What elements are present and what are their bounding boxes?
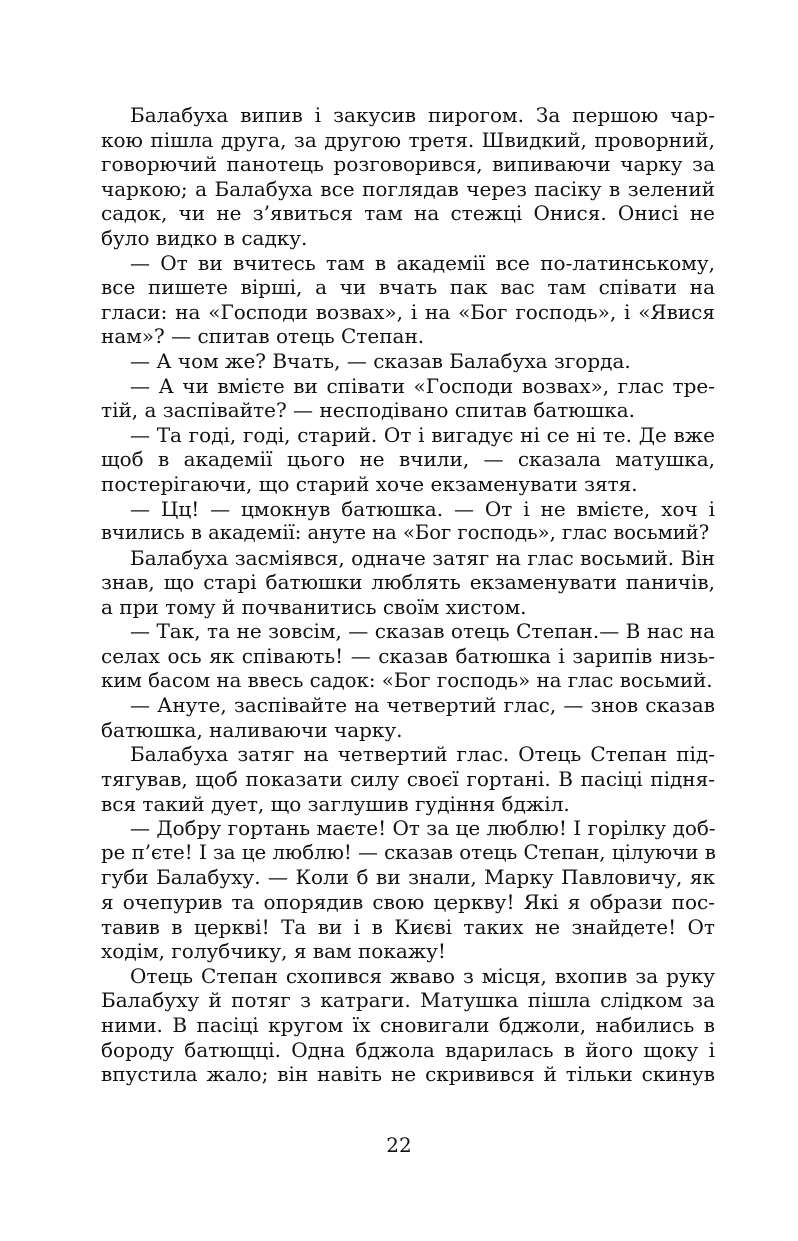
text-line: губи Балабуху. — Коли б ви знали, Марку Павловичу, як <box>101 865 715 890</box>
text-line: Отець Степан схопився жваво з місця, вхопив за руку <box>130 963 715 988</box>
text-line: а при тому й почванитись своїм хистом. <box>101 594 527 619</box>
text-line: садок, чи не з’явиться там на стежці Онися. Онисі не <box>101 201 715 226</box>
text-line: селах ось як співають! — сказав батюшка і зарипів низь- <box>101 644 715 669</box>
text-line: вся такий дует, що заглушив гудіння бджіл. <box>101 791 570 816</box>
text-line: Балабуха затяг на четвертий глас. Отець Степан під- <box>130 742 715 767</box>
text-line: все пишете вірші, а чи вчать пак вас там співати на <box>101 275 715 300</box>
text-line: — Добру гортань маєте! От за це люблю! І горілку доб- <box>130 816 716 841</box>
text-line: — А чи вмієте ви співати «Господи возвах», глас тре- <box>130 373 715 398</box>
text-line: кою пішла друга, за другою третя. Швидкий, проворний, <box>101 127 715 152</box>
text-line: ходім, голубчику, я вам покажу! <box>101 939 446 964</box>
text-line: знав, що старі батюшки люблять екзаменувати паничів, <box>101 570 715 595</box>
text-line: гласи: на «Господи возвах», і на «Бог господь», і «Явися <box>101 299 715 324</box>
page-number: 22 <box>386 1133 412 1157</box>
text-line: — Так, та не зовсім, — сказав отець Степан.— В нас на <box>130 619 715 644</box>
text-line: впустила жало; він навіть не скривився й тільки скинув <box>101 1062 715 1087</box>
text-line: нам»? — спитав отець Степан. <box>101 324 425 349</box>
text-line: бороду батющці. Одна бджола вдарилась в його щоку і <box>101 1037 715 1062</box>
page-text <box>101 103 715 1087</box>
text-line: Балабуха випив і закусив пирогом. За першою чар- <box>130 103 715 127</box>
text-line: — Цц! — цмокнув батюшка. — От і не вмієте, хоч і <box>130 496 715 521</box>
text-line: постерігаючи, що старий хоче екзаменувати зятя. <box>101 471 638 496</box>
text-line: вчились в академії: ануте на «Бог господь», глас восьмий? <box>101 521 710 545</box>
text-line: — Та годі, годі, старий. От і вигадує ні се ні те. Де вже <box>130 422 715 447</box>
text-line: — А чом же? Вчать, — сказав Балабуха згорда. <box>130 348 631 373</box>
text-line: Балабуха засміявся, одначе затяг на глас восьмий. Він <box>130 545 715 570</box>
text-line: ре п’єте! І за це люблю! — сказав отець Степан, цілуючи в <box>101 840 716 864</box>
text-line: ними. В пасіці кругом їх сновигали бджоли, набились в <box>101 1012 715 1037</box>
text-line: говорючий панотець розговорився, випиваючи чарку за <box>101 152 715 177</box>
text-line: — От ви вчитесь там в академії все по-латинському, <box>130 250 715 275</box>
text-line: ким басом на ввесь садок: «Бог господь» на глас восьмий. <box>101 668 713 692</box>
text-line: батюшка, наливаючи чарку. <box>101 717 403 742</box>
text-line: Балабуху й потяг з катраги. Матушка пішла слідком за <box>101 988 715 1013</box>
text-line: було видко в садку. <box>101 225 308 250</box>
text-line: я очепурив та опорядив свою церкву! Які я образи пос- <box>101 890 715 914</box>
text-line: тій, а заспівайте? — несподівано спитав батюшка. <box>101 398 636 423</box>
text-line: тягував, щоб показати силу своєї гортані. В пасіці підня- <box>101 767 715 792</box>
text-line: тавив в церкві! Та ви і в Києві таких не знайдете! От <box>101 914 715 939</box>
text-line: чаркою; а Балабуха все поглядав через пасіку в зелений <box>101 176 715 201</box>
text-line: щоб в академії цього не вчили, — сказала матушка, <box>101 447 715 472</box>
text-line: — Ануте, заспівайте на четвертий глас, — знов сказав <box>130 693 715 718</box>
